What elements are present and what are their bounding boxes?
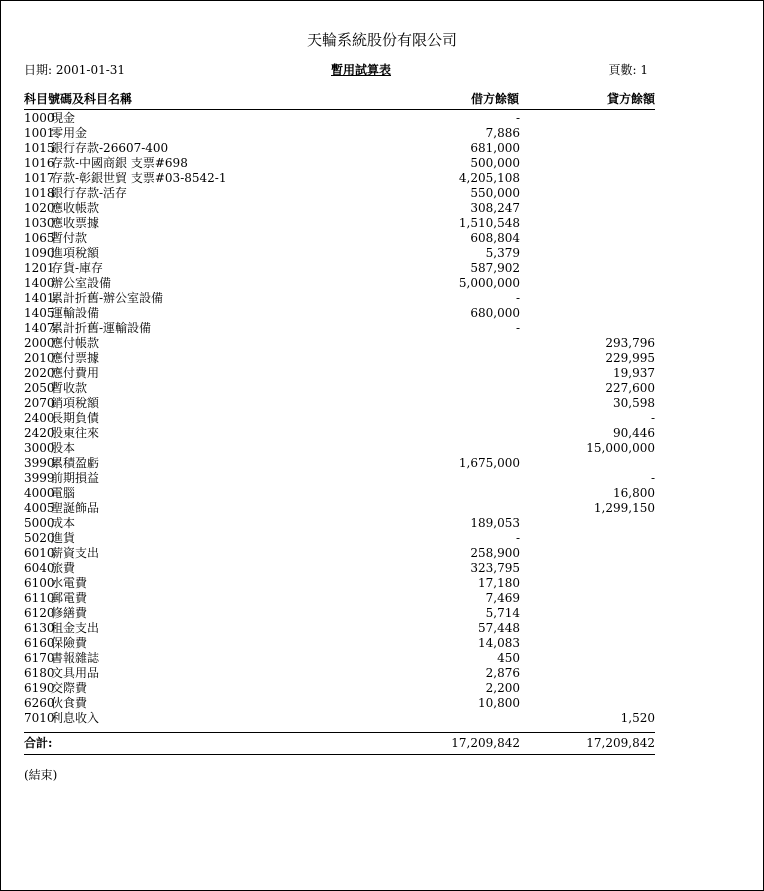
account-name: 利息收入 (51, 711, 100, 725)
account-code: 5020 (24, 531, 55, 545)
account-table (24, 111, 655, 726)
table-row (24, 576, 655, 591)
total-label: 合計: (24, 736, 53, 750)
debit-amount: - (515, 321, 520, 335)
account-code: 1018 (24, 186, 55, 200)
debit-amount: 4,205,108 (458, 171, 520, 185)
account-code: 1030 (24, 216, 55, 230)
debit-amount: 10,800 (478, 696, 520, 710)
debit-amount: - (515, 291, 520, 305)
account-name: 股本 (51, 441, 76, 455)
account-name: 存款-中國商銀 支票#698 (51, 156, 188, 170)
table-row (24, 546, 655, 561)
account-name: 累計折舊-辦公室設備 (51, 291, 164, 305)
debit-amount: 5,379 (485, 246, 520, 260)
table-row (24, 606, 655, 621)
account-name: 郵電費 (51, 591, 88, 605)
account-code: 4005 (24, 501, 55, 515)
account-name: 累積盈虧 (51, 456, 100, 470)
table-row (24, 621, 655, 636)
account-code: 6100 (24, 576, 55, 590)
table-row (24, 666, 655, 681)
credit-amount: - (650, 411, 655, 425)
table-row (24, 501, 655, 516)
debit-amount: 189,053 (470, 516, 520, 530)
account-name: 銷項稅額 (51, 396, 100, 410)
credit-amount: 1,520 (620, 711, 655, 725)
table-row (24, 351, 655, 366)
account-code: 1065 (24, 231, 55, 245)
debit-amount: 680,000 (470, 306, 520, 320)
debit-amount: 550,000 (470, 186, 520, 200)
table-row (24, 141, 655, 156)
account-code: 5000 (24, 516, 55, 530)
credit-amount: 229,995 (605, 351, 655, 365)
account-name: 運輸設備 (51, 306, 100, 320)
total-divider-top (24, 732, 655, 733)
credit-amount: 30,598 (613, 396, 655, 410)
debit-amount: 1,675,000 (458, 456, 520, 470)
account-name: 現金 (51, 111, 76, 125)
debit-amount: 608,804 (470, 231, 520, 245)
debit-amount: 5,000,000 (458, 276, 520, 290)
table-row (24, 231, 655, 246)
debit-amount: 7,469 (485, 591, 520, 605)
debit-amount: 681,000 (470, 141, 520, 155)
account-code: 1201 (24, 261, 55, 275)
account-name: 保險費 (51, 636, 88, 650)
account-name: 存款-彰銀世貿 支票#03-8542-1 (51, 171, 227, 185)
debit-amount: 323,795 (470, 561, 520, 575)
table-row (24, 711, 655, 726)
account-code: 6010 (24, 546, 55, 560)
account-code: 6180 (24, 666, 55, 680)
table-row (24, 426, 655, 441)
account-name: 應收帳款 (51, 201, 100, 215)
account-name: 銀行存款-活存 (51, 186, 128, 200)
credit-amount: - (650, 471, 655, 485)
page-number: 頁數: 1 (608, 63, 648, 77)
table-row (24, 516, 655, 531)
credit-amount: 16,800 (613, 486, 655, 500)
debit-amount: 2,200 (485, 681, 520, 695)
table-row (24, 651, 655, 666)
credit-amount: 227,600 (605, 381, 655, 395)
table-row (24, 261, 655, 276)
account-code: 1020 (24, 201, 55, 215)
account-name: 應收票據 (51, 216, 100, 230)
table-row (24, 456, 655, 471)
account-code: 2070 (24, 396, 55, 410)
table-row (24, 276, 655, 291)
total-divider-bottom (24, 754, 655, 755)
credit-amount: 1,299,150 (593, 501, 655, 515)
debit-amount: 1,510,548 (458, 216, 520, 230)
account-code: 7010 (24, 711, 55, 725)
report-date: 日期: 2001-01-31 (24, 63, 126, 77)
account-code: 4000 (24, 486, 55, 500)
debit-amount: 450 (497, 651, 520, 665)
debit-amount: 5,714 (485, 606, 520, 620)
debit-amount: 308,247 (470, 201, 520, 215)
table-row (24, 396, 655, 411)
table-row (24, 471, 655, 486)
credit-amount: 15,000,000 (586, 441, 655, 455)
company-name: 天輪系統股份有限公司 (306, 31, 457, 49)
table-row (24, 531, 655, 546)
account-code: 2000 (24, 336, 55, 350)
table-row (24, 186, 655, 201)
debit-amount: 17,180 (478, 576, 520, 590)
debit-amount: - (515, 531, 520, 545)
column-header-account: 科目號碼及科目名稱 (24, 92, 133, 106)
debit-amount: 14,083 (478, 636, 520, 650)
column-header-credit: 貸方餘額 (606, 92, 655, 106)
debit-amount: 57,448 (478, 621, 520, 635)
account-name: 伙食費 (51, 696, 88, 710)
account-name: 累計折舊-運輸設備 (51, 321, 152, 335)
table-row (24, 486, 655, 501)
account-name: 旅費 (51, 561, 76, 575)
table-row (24, 336, 655, 351)
account-name: 聖誕飾品 (51, 501, 100, 515)
account-name: 成本 (51, 516, 76, 530)
account-code: 1017 (24, 171, 55, 185)
table-row (24, 441, 655, 456)
account-name: 進貨 (51, 531, 76, 545)
table-row (24, 291, 655, 306)
account-name: 文具用品 (51, 666, 100, 680)
credit-amount: 90,446 (613, 426, 655, 440)
account-name: 交際費 (51, 681, 88, 695)
account-name: 應付帳款 (51, 336, 100, 350)
debit-amount: 2,876 (485, 666, 520, 680)
account-code: 1407 (24, 321, 55, 335)
account-name: 租金支出 (51, 621, 100, 635)
account-code: 2420 (24, 426, 55, 440)
account-code: 1000 (24, 111, 55, 125)
debit-amount: 258,900 (470, 546, 520, 560)
account-code: 6120 (24, 606, 55, 620)
account-code: 6040 (24, 561, 55, 575)
account-code: 6160 (24, 636, 55, 650)
table-row (24, 216, 655, 231)
account-code: 1405 (24, 306, 55, 320)
account-name: 長期負債 (51, 411, 100, 425)
account-code: 1015 (24, 141, 55, 155)
account-code: 2020 (24, 366, 55, 380)
account-name: 暫付款 (51, 231, 88, 245)
account-code: 6190 (24, 681, 55, 695)
table-row (24, 366, 655, 381)
account-code: 1400 (24, 276, 55, 290)
account-name: 辦公室設備 (51, 276, 112, 290)
account-code: 1090 (24, 246, 55, 260)
table-row (24, 636, 655, 651)
table-row (24, 246, 655, 261)
total-row (24, 736, 655, 751)
account-code: 6130 (24, 621, 55, 635)
column-header-debit: 借方餘額 (470, 92, 519, 106)
report-title: 暫用試算表 (331, 63, 392, 77)
debit-amount: 587,902 (470, 261, 520, 275)
account-name: 應付票據 (51, 351, 100, 365)
table-row (24, 306, 655, 321)
credit-amount: 293,796 (605, 336, 655, 350)
table-row (24, 411, 655, 426)
end-of-report: (結束) (24, 768, 58, 782)
table-row (24, 156, 655, 171)
account-name: 電腦 (51, 486, 76, 500)
table-row (24, 561, 655, 576)
debit-amount: 7,886 (485, 126, 520, 140)
debit-amount: - (515, 111, 520, 125)
account-code: 2400 (24, 411, 55, 425)
header-divider (24, 109, 655, 110)
table-row (24, 171, 655, 186)
account-code: 1001 (24, 126, 55, 140)
account-name: 零用金 (51, 126, 88, 140)
table-row (24, 201, 655, 216)
account-code: 1016 (24, 156, 55, 170)
account-code: 2050 (24, 381, 55, 395)
account-code: 3000 (24, 441, 55, 455)
debit-amount: 500,000 (470, 156, 520, 170)
account-code: 2010 (24, 351, 55, 365)
account-code: 3999 (24, 471, 55, 485)
table-row (24, 321, 655, 336)
account-code: 6170 (24, 651, 55, 665)
account-code: 6260 (24, 696, 55, 710)
account-code: 6110 (24, 591, 55, 605)
account-name: 銀行存款-26607-400 (51, 141, 169, 155)
account-name: 應付費用 (51, 366, 100, 380)
table-row (24, 696, 655, 711)
account-name: 前期損益 (51, 471, 100, 485)
table-row (24, 126, 655, 141)
credit-amount: 19,937 (613, 366, 655, 380)
account-name: 存貨-庫存 (51, 261, 104, 275)
table-row (24, 111, 655, 126)
account-code: 1401 (24, 291, 55, 305)
account-name: 薪資支出 (51, 546, 100, 560)
table-row (24, 681, 655, 696)
total-credit: 17,209,842 (586, 736, 655, 750)
table-row (24, 381, 655, 396)
account-name: 書報雜誌 (51, 651, 100, 665)
account-name: 修繕費 (51, 606, 88, 620)
account-name: 暫收款 (51, 381, 88, 395)
total-debit: 17,209,842 (451, 736, 520, 750)
account-name: 股東往來 (51, 426, 100, 440)
account-name: 水電費 (51, 576, 88, 590)
table-row (24, 591, 655, 606)
account-code: 3990 (24, 456, 55, 470)
account-name: 進項稅額 (51, 246, 100, 260)
